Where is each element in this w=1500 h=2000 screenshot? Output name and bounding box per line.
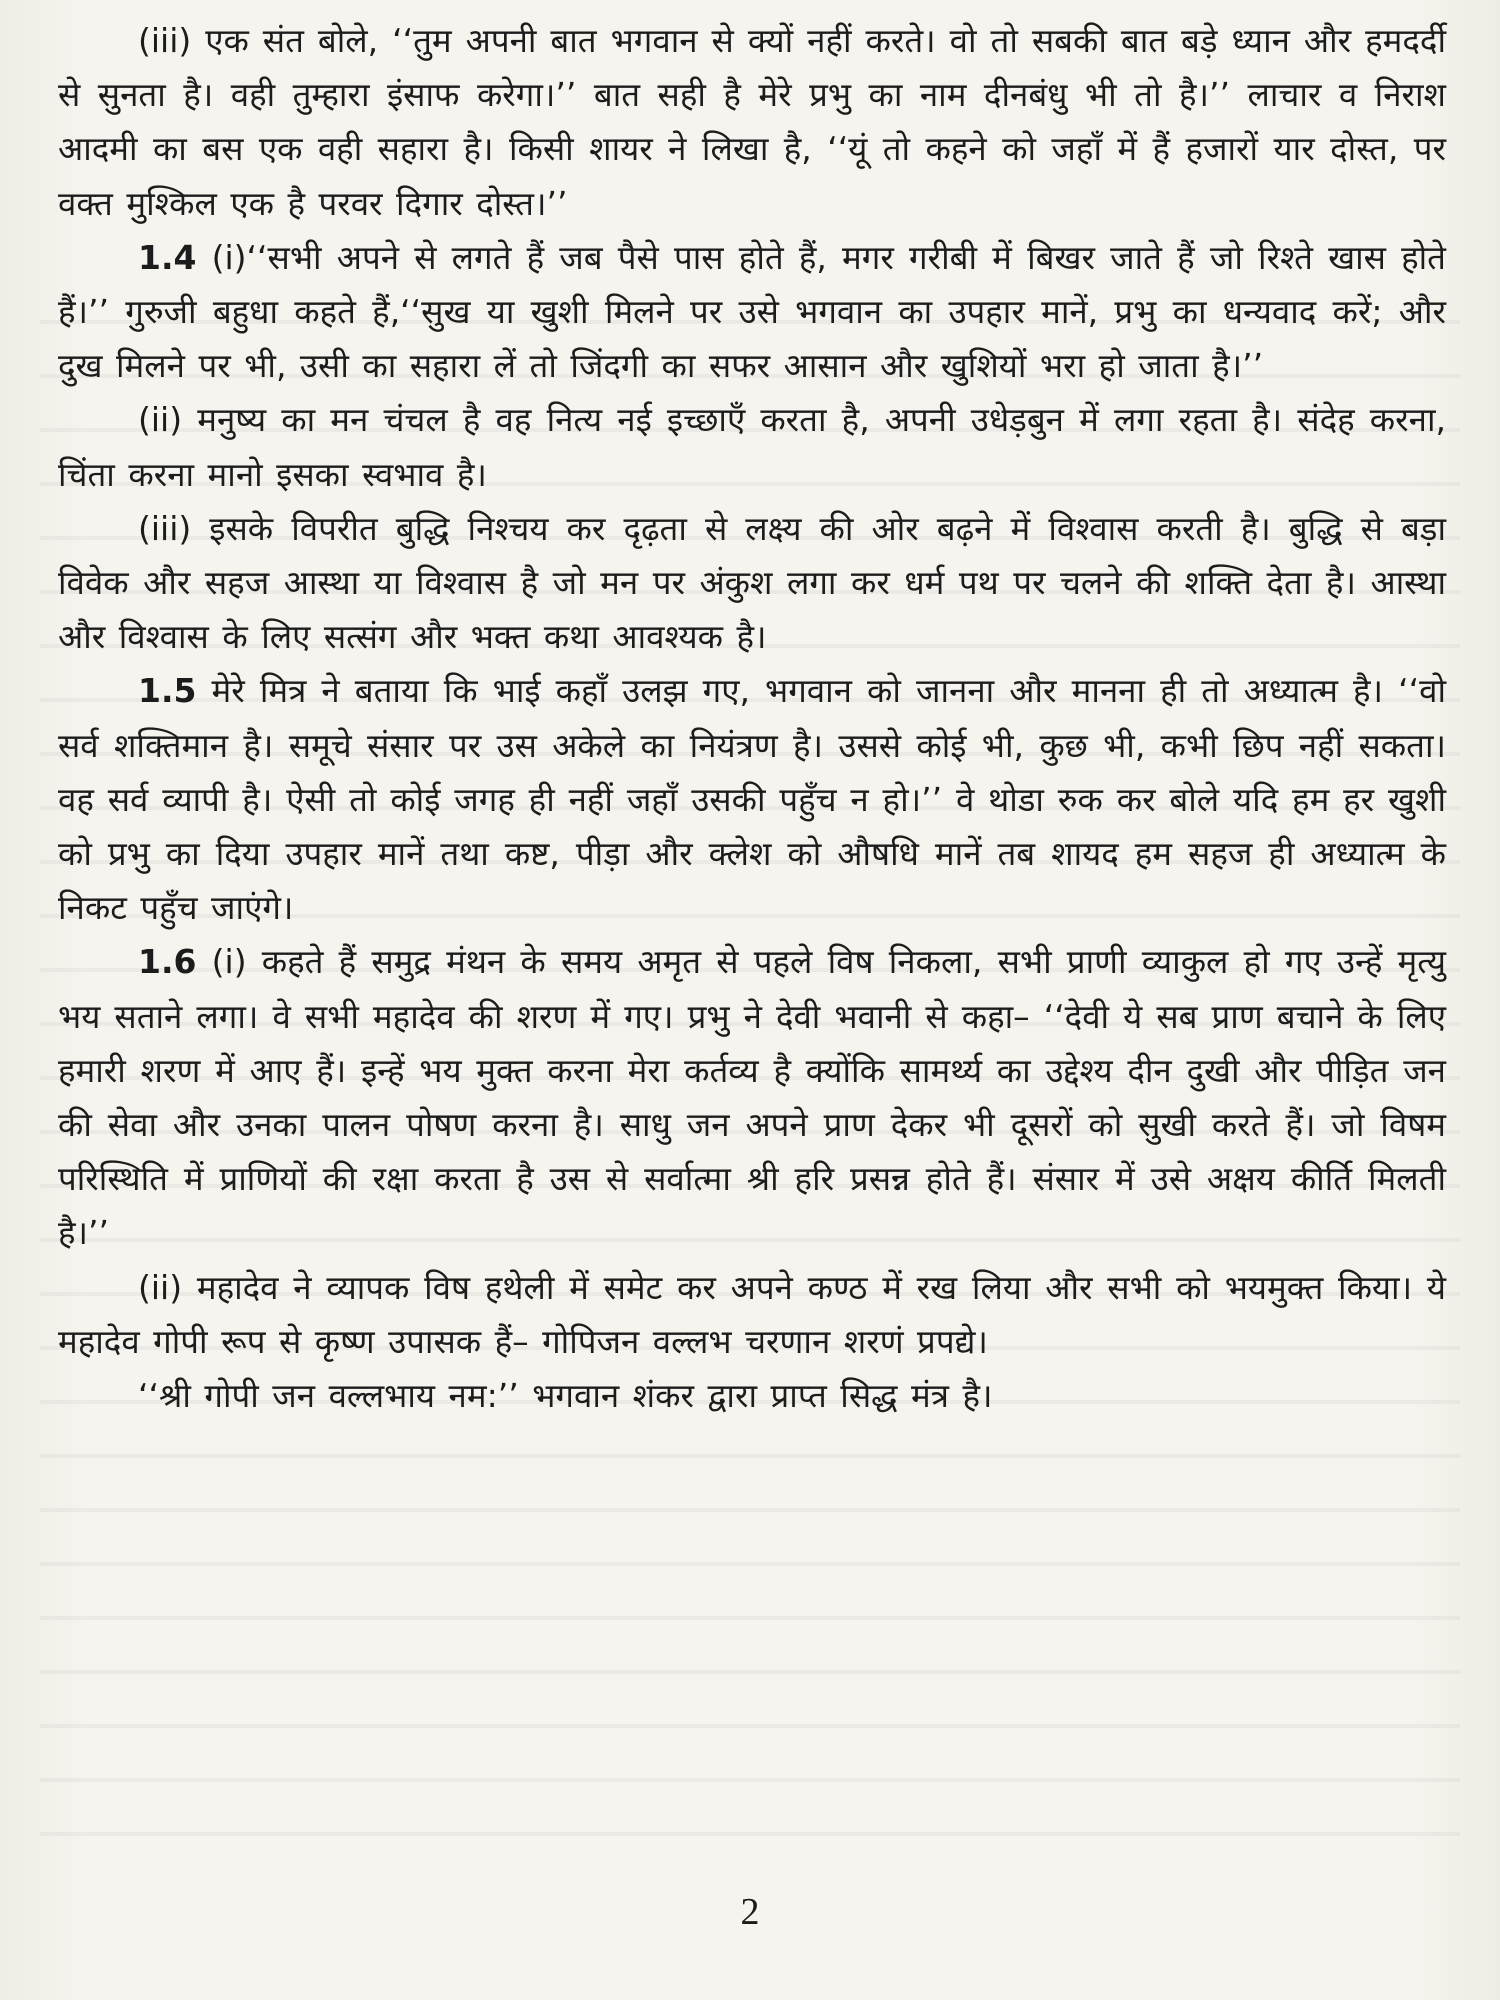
paragraph-text: मेरे मित्र ने बताया कि भाई कहाँ उलझ गए, भगवान को जानना और मानना ही तो अध्यात्म है। ‘‘वो सर्व शक्तिमान है। समूचे संसार पर उस अकेले का नियंत्रण है। उससे कोई भी, कुछ भी, कभी छिप नहीं सकता। वह सर्व व्यापी है। ऐसी तो कोई जगह ही नहीं जहाँ उसकी पहुँच न हो।’’ वे थोडा रुक कर बोले यदि हम हर खुशी को प्रभु का दिया उपहार मानें तथा कष्ट, पीड़ा और क्लेश को औषधि मानें तब शायद हम सहज ही अध्यात्म के निकट पहुँच जाएंगे। xyxy=(58,671,1446,928)
paragraph-text: (iii) एक संत बोले, ‘‘तुम अपनी बात भगवान से क्यों नहीं करते। वो तो सबकी बात बड़े ध्यान और हमदर्दी से सुनता है। वही तुम्हारा इंसाफ करेगा।’’ बात सही है मेरे प्रभु का नाम दीनबंधु भी तो है।’’ लाचार व निराश आदमी का बस एक वही सहारा है। किसी शायर ने लिखा है, ‘‘यूं तो कहने को जहाँ में हैं हजारों यार दोस्त, पर वक्त मुश्किल एक है परवर दिगार दोस्त।’’ xyxy=(58,21,1446,223)
paragraph-ii-mahadev xyxy=(58,1261,1446,1369)
paragraph-text: (iii) इसके विपरीत बुद्धि निश्चय कर दृढ़ता से लक्ष्य की ओर बढ़ने में विश्वास करती है। बुद्धि से बड़ा विवेक और सहज आस्था या विश्वास है जो मन पर अंकुश लगा कर धर्म पथ पर चलने की शक्ति देता है। आस्था और विश्वास के लिए सत्संग और भक्त कथा आवश्यक है। xyxy=(58,508,1446,657)
paragraph-1-5 xyxy=(58,664,1446,935)
paragraph-iii-sant xyxy=(58,14,1446,231)
paragraph-text: (i)‘‘सभी अपने से लगते हैं जब पैसे पास होते हैं, मगर गरीबी में बिखर जाते हैं जो रिश्ते खास होते हैं।’’ गुरुजी बहुधा कहते हैं,‘‘सुख या खुशी मिलने पर उसे भगवान का उपहार मानें, प्रभु का धन्यवाद करें; और दुख मिलने पर भी, उसी का सहारा लें तो जिंदगी का सफर आसान और खुशियों भरा हो जाता है।’’ xyxy=(58,237,1446,386)
section-number: 1.6 xyxy=(138,942,197,982)
paragraph-text: (ii) मनुष्य का मन चंचल है वह नित्य नई इच्छाएँ करता है, अपनी उधेड़बुन में लगा रहता है। संदेह करना, चिंता करना मानो इसका स्वभाव है। xyxy=(58,400,1446,494)
section-number: 1.5 xyxy=(138,671,197,711)
paragraph-text: (i) कहते हैं समुद्र मंथन के समय अमृत से पहले विष निकला, सभी प्राणी व्याकुल हो गए उन्हें मृत्यु भय सताने लगा। वे सभी महादेव की शरण में गए। प्रभु ने देवी भवानी से कहा– ‘‘देवी ये सब प्राण बचाने के लिए हमारी शरण में आए हैं। इन्हें भय मुक्त करना मेरा कर्तव्य है क्योंकि सामर्थ्य का उद्देश्य दीन दुखी और पीड़ित जन की सेवा और उनका पालन पोषण करना है। साधु जन अपने प्राण देकर भी दूसरों को सुखी करते हैं। जो विषम परिस्थिति में प्राणियों की रक्षा करता है उस से सर्वात्मा श्री हरि प्रसन्न होते हैं। संसार में उसे अक्षय कीर्ति मिलती है।’’ xyxy=(58,942,1446,1253)
section-number: 1.4 xyxy=(138,237,197,277)
paragraph-iii-buddhi xyxy=(58,502,1446,665)
paragraph-1-4 xyxy=(58,231,1446,394)
paragraph-mantra xyxy=(58,1369,1446,1423)
paragraph-1-6 xyxy=(58,935,1446,1260)
paragraph-text: (ii) महादेव ने व्यापक विष हथेली में समेट कर अपने कण्ठ में रख लिया और सभी को भयमुक्त किया। ये महादेव गोपी रूप से कृष्ण उपासक हैं– गोपिजन वल्लभ चरणान शरणं प्रपद्ये। xyxy=(58,1267,1446,1361)
body-text xyxy=(58,14,1446,1423)
page-number: 2 xyxy=(740,1891,760,1933)
paragraph-text: ‘‘श्री गोपी जन वल्लभाय नम:’’ भगवान शंकर द्वारा प्राप्त सिद्ध मंत्र है। xyxy=(138,1376,993,1416)
paragraph-ii-man xyxy=(58,393,1446,501)
